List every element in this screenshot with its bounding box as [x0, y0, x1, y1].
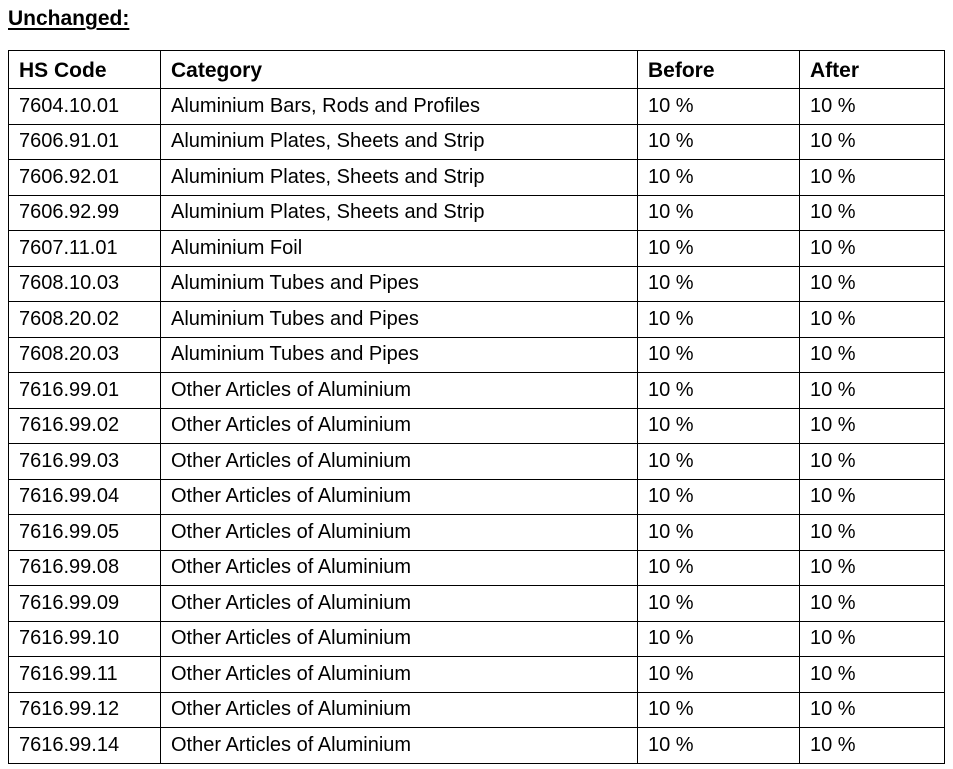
cell-hs-code: 7608.20.02	[9, 302, 161, 338]
table-row	[9, 728, 945, 764]
cell-hs-code: 7616.99.10	[9, 621, 161, 657]
cell-after: 10 %	[800, 515, 945, 551]
cell-category: Other Articles of Aluminium	[161, 728, 638, 764]
cell-before: 10 %	[638, 302, 800, 338]
cell-before: 10 %	[638, 621, 800, 657]
table-row	[9, 550, 945, 586]
cell-hs-code: 7604.10.01	[9, 89, 161, 125]
table-row	[9, 657, 945, 693]
table-row	[9, 515, 945, 551]
cell-category: Other Articles of Aluminium	[161, 479, 638, 515]
cell-after: 10 %	[800, 89, 945, 125]
cell-category: Aluminium Tubes and Pipes	[161, 337, 638, 373]
cell-category: Aluminium Plates, Sheets and Strip	[161, 124, 638, 160]
cell-hs-code: 7608.20.03	[9, 337, 161, 373]
cell-before: 10 %	[638, 515, 800, 551]
cell-before: 10 %	[638, 728, 800, 764]
cell-after: 10 %	[800, 444, 945, 480]
table-row	[9, 586, 945, 622]
cell-category: Other Articles of Aluminium	[161, 657, 638, 693]
table-row	[9, 89, 945, 125]
cell-before: 10 %	[638, 444, 800, 480]
cell-before: 10 %	[638, 408, 800, 444]
cell-hs-code: 7616.99.05	[9, 515, 161, 551]
table-row	[9, 124, 945, 160]
cell-after: 10 %	[800, 692, 945, 728]
cell-before: 10 %	[638, 195, 800, 231]
cell-hs-code: 7616.99.11	[9, 657, 161, 693]
cell-hs-code: 7616.99.09	[9, 586, 161, 622]
cell-after: 10 %	[800, 337, 945, 373]
cell-hs-code: 7616.99.01	[9, 373, 161, 409]
cell-before: 10 %	[638, 692, 800, 728]
header-category: Category	[161, 51, 638, 89]
cell-after: 10 %	[800, 657, 945, 693]
cell-after: 10 %	[800, 550, 945, 586]
cell-category: Aluminium Tubes and Pipes	[161, 266, 638, 302]
cell-after: 10 %	[800, 373, 945, 409]
cell-before: 10 %	[638, 160, 800, 196]
cell-after: 10 %	[800, 586, 945, 622]
cell-category: Aluminium Foil	[161, 231, 638, 267]
cell-hs-code: 7616.99.03	[9, 444, 161, 480]
cell-hs-code: 7608.10.03	[9, 266, 161, 302]
cell-after: 10 %	[800, 231, 945, 267]
table-row	[9, 337, 945, 373]
cell-before: 10 %	[638, 124, 800, 160]
cell-hs-code: 7606.92.01	[9, 160, 161, 196]
table-row	[9, 621, 945, 657]
cell-before: 10 %	[638, 586, 800, 622]
cell-hs-code: 7606.91.01	[9, 124, 161, 160]
cell-after: 10 %	[800, 124, 945, 160]
cell-category: Other Articles of Aluminium	[161, 621, 638, 657]
cell-category: Other Articles of Aluminium	[161, 408, 638, 444]
cell-before: 10 %	[638, 657, 800, 693]
table-row	[9, 373, 945, 409]
cell-after: 10 %	[800, 302, 945, 338]
cell-before: 10 %	[638, 89, 800, 125]
table-row	[9, 160, 945, 196]
cell-hs-code: 7616.99.04	[9, 479, 161, 515]
cell-hs-code: 7606.92.99	[9, 195, 161, 231]
table-row	[9, 231, 945, 267]
cell-before: 10 %	[638, 337, 800, 373]
table-row	[9, 444, 945, 480]
cell-category: Other Articles of Aluminium	[161, 692, 638, 728]
cell-category: Other Articles of Aluminium	[161, 550, 638, 586]
cell-before: 10 %	[638, 231, 800, 267]
table-row	[9, 266, 945, 302]
cell-before: 10 %	[638, 266, 800, 302]
cell-before: 10 %	[638, 479, 800, 515]
cell-after: 10 %	[800, 408, 945, 444]
header-hs-code: HS Code	[9, 51, 161, 89]
cell-hs-code: 7616.99.12	[9, 692, 161, 728]
cell-hs-code: 7616.99.02	[9, 408, 161, 444]
header-before: Before	[638, 51, 800, 89]
cell-after: 10 %	[800, 160, 945, 196]
cell-category: Aluminium Plates, Sheets and Strip	[161, 160, 638, 196]
cell-category: Aluminium Bars, Rods and Profiles	[161, 89, 638, 125]
cell-after: 10 %	[800, 266, 945, 302]
table-row	[9, 195, 945, 231]
cell-category: Other Articles of Aluminium	[161, 586, 638, 622]
cell-after: 10 %	[800, 621, 945, 657]
cell-hs-code: 7616.99.08	[9, 550, 161, 586]
cell-hs-code: 7616.99.14	[9, 728, 161, 764]
table-row	[9, 408, 945, 444]
table-row	[9, 692, 945, 728]
cell-category: Other Articles of Aluminium	[161, 373, 638, 409]
cell-after: 10 %	[800, 728, 945, 764]
cell-before: 10 %	[638, 373, 800, 409]
cell-category: Other Articles of Aluminium	[161, 444, 638, 480]
cell-category: Aluminium Plates, Sheets and Strip	[161, 195, 638, 231]
cell-hs-code: 7607.11.01	[9, 231, 161, 267]
cell-after: 10 %	[800, 195, 945, 231]
cell-before: 10 %	[638, 550, 800, 586]
section-title: Unchanged:	[8, 7, 130, 30]
table-row	[9, 302, 945, 338]
tariff-table	[8, 50, 945, 764]
cell-category: Other Articles of Aluminium	[161, 515, 638, 551]
cell-after: 10 %	[800, 479, 945, 515]
table-header-row	[9, 51, 945, 89]
header-after: After	[800, 51, 945, 89]
table-row	[9, 479, 945, 515]
cell-category: Aluminium Tubes and Pipes	[161, 302, 638, 338]
